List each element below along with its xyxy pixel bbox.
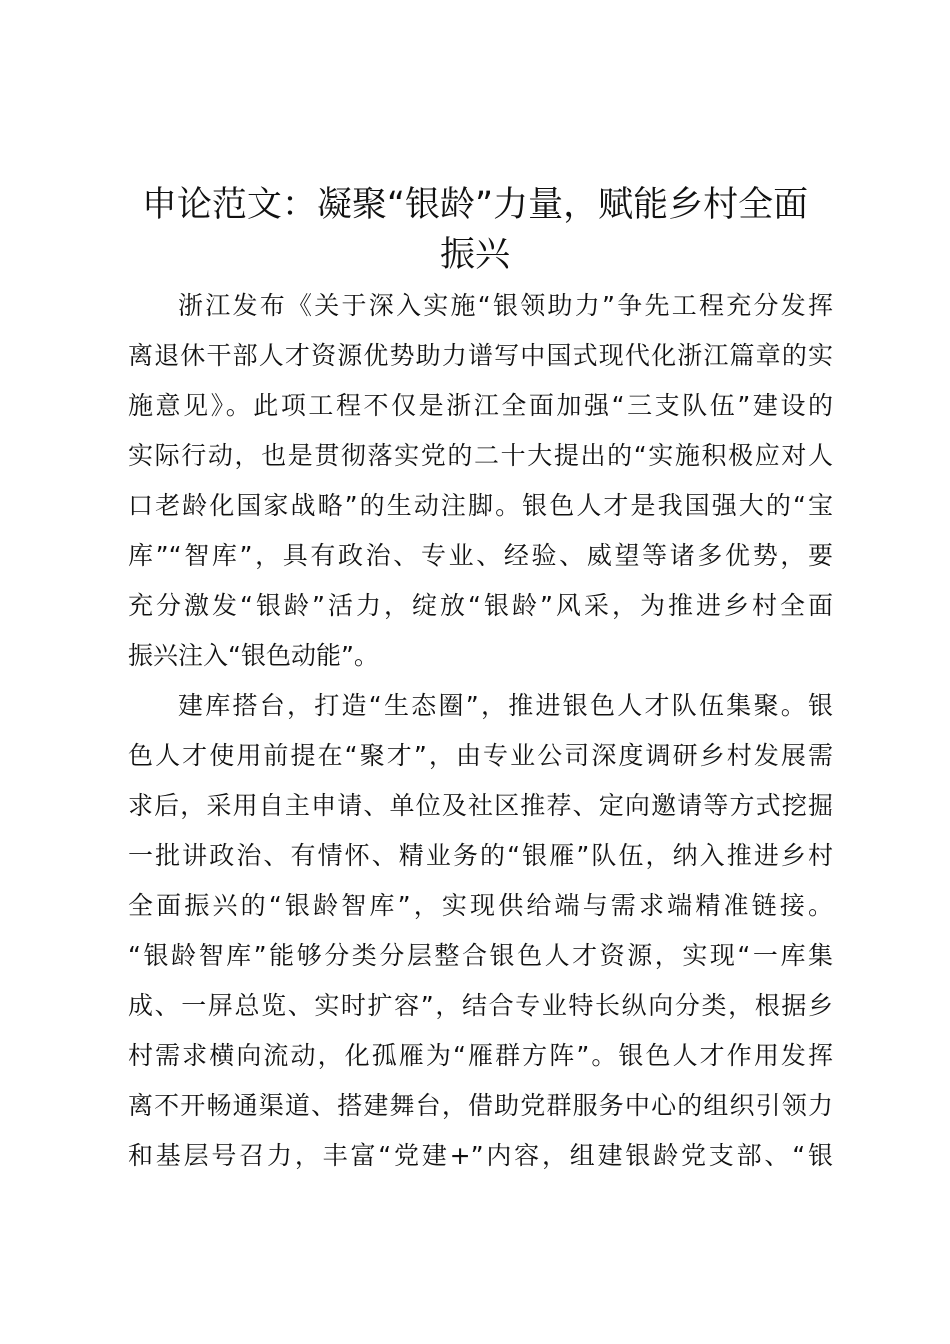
paragraph-2-line: 求后，采用自主申请、单位及社区推荐、定向邀请等方式挖掘 bbox=[128, 791, 833, 820]
paragraph-2-line: 色人才使用前提在“聚才”，由专业公司深度调研乡村发展需 bbox=[128, 741, 833, 770]
paragraph-1-line: 浙江发布《关于深入实施“银领助力”争先工程充分发挥 bbox=[178, 291, 833, 320]
paragraph-2-line: “银龄智库”能够分类分层整合银色人才资源，实现“一库集 bbox=[128, 941, 833, 970]
paragraph-1-line: 离退休干部人才资源优势助力谱写中国式现代化浙江篇章的实 bbox=[128, 341, 833, 370]
title-line-1: 申论范文：凝聚“银龄”力量，赋能乡村全面 bbox=[141, 185, 809, 225]
paragraph-1-line: 库”“智库”，具有政治、专业、经验、威望等诸多优势，要 bbox=[128, 541, 833, 570]
paragraph-2-line: 村需求横向流动，化孤雁为“雁群方阵”。银色人才作用发挥 bbox=[128, 1041, 833, 1070]
paragraph-2-line: 离不开畅通渠道、搭建舞台，借助党群服务中心的组织引领力 bbox=[128, 1091, 833, 1120]
paragraph-2-line: 全面振兴的“银龄智库”，实现供给端与需求端精准链接。 bbox=[128, 891, 833, 920]
paragraph-2-line: 和基层号召力，丰富“党建+”内容，组建银龄党支部、“银 bbox=[128, 1141, 833, 1170]
title-line-2: 振兴 bbox=[439, 235, 510, 275]
paragraph-1-line: 实际行动，也是贯彻落实党的二十大提出的“实施积极应对人 bbox=[128, 441, 833, 470]
paragraph-1-line: 振兴注入“银色动能”。 bbox=[128, 641, 379, 670]
paragraph-2-line: 成、一屏总览、实时扩容”，结合专业特长纵向分类，根据乡 bbox=[128, 991, 833, 1020]
paragraph-2-line: 一批讲政治、有情怀、精业务的“银雁”队伍，纳入推进乡村 bbox=[128, 841, 833, 870]
paragraph-2-line: 建库搭台，打造“生态圈”，推进银色人才队伍集聚。银 bbox=[178, 691, 833, 720]
paragraph-1-line: 口老龄化国家战略”的生动注脚。银色人才是我国强大的“宝 bbox=[128, 491, 833, 520]
paragraph-1-line: 充分激发“银龄”活力，绽放“银龄”风采，为推进乡村全面 bbox=[128, 591, 833, 620]
paragraph-1-line: 施意见》。此项工程不仅是浙江全面加强“三支队伍”建设的 bbox=[128, 391, 833, 420]
